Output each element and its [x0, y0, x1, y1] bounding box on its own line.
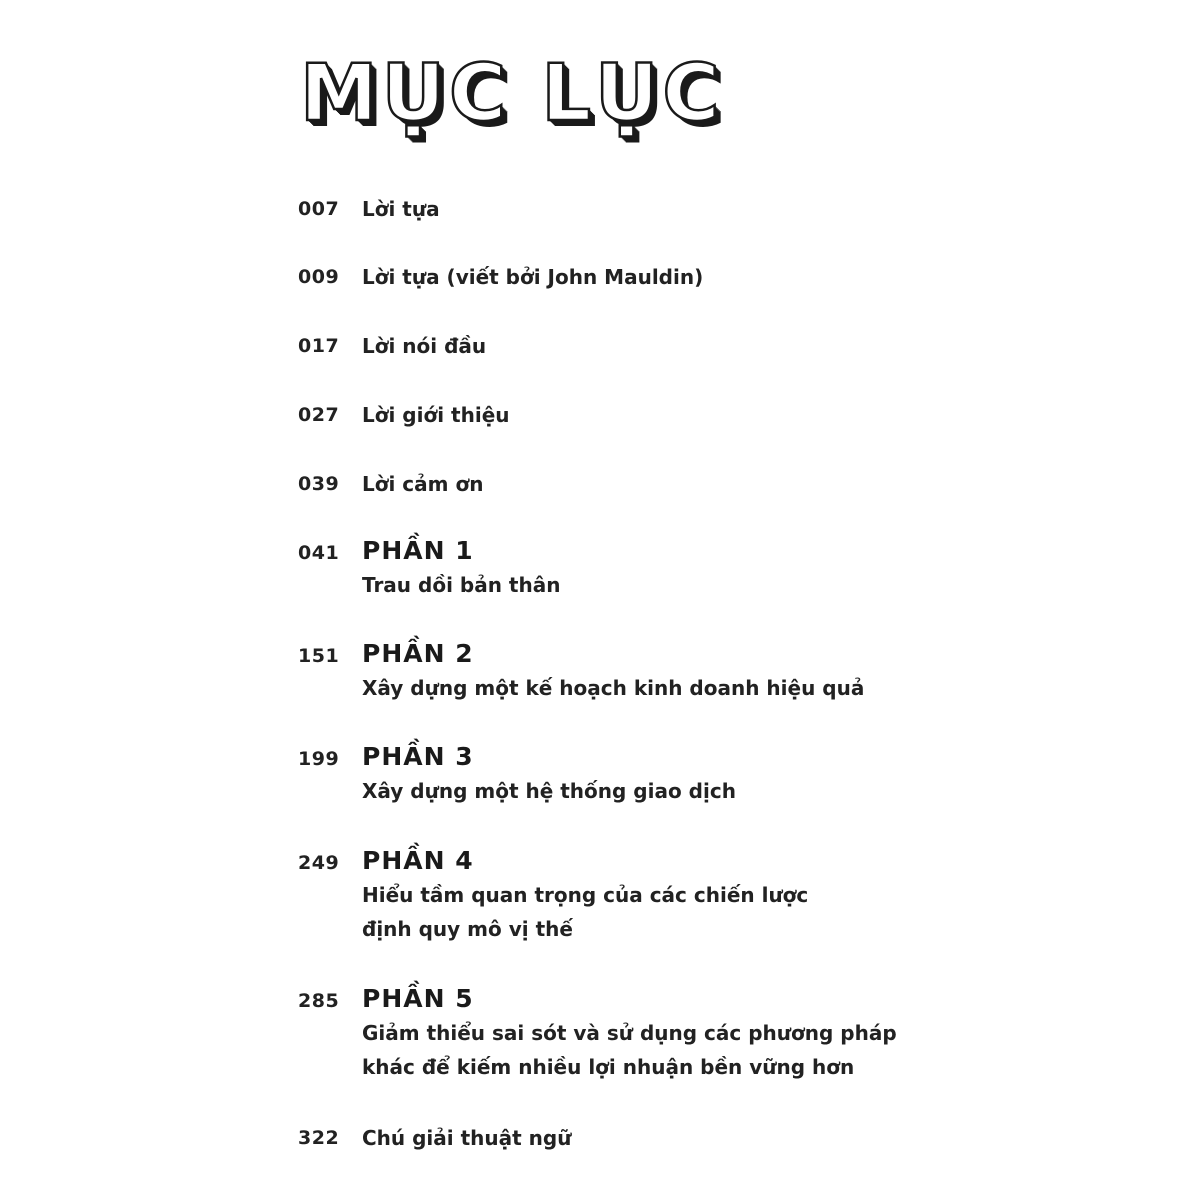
- page-title: MỤC LỤC: [300, 49, 724, 139]
- page-number: 039: [298, 473, 340, 495]
- entry-title: Lời cảm ơn: [362, 472, 484, 496]
- part-title: PHẦN 2: [362, 639, 474, 668]
- page-number: 041: [298, 542, 340, 564]
- page-number: 285: [298, 990, 340, 1012]
- part-description-line: Hiểu tầm quan trọng của các chiến lược: [362, 883, 809, 907]
- part-title: PHẦN 1: [362, 536, 474, 565]
- part-title: PHẦN 5: [362, 984, 474, 1013]
- page-number: 199: [298, 748, 340, 770]
- entry-title: Lời giới thiệu: [362, 403, 510, 427]
- entry-title: Lời tựa (viết bởi John Mauldin): [362, 265, 704, 289]
- part-title: PHẦN 4: [362, 846, 474, 875]
- page-number: 027: [298, 404, 340, 426]
- part-description-line: Xây dựng một hệ thống giao dịch: [362, 779, 736, 803]
- page-number: 009: [298, 266, 340, 288]
- part-description-line: khác để kiếm nhiều lợi nhuận bền vững hơn: [362, 1055, 855, 1079]
- part-title: PHẦN 3: [362, 742, 474, 771]
- entry-title: Chú giải thuật ngữ: [362, 1126, 572, 1150]
- page-number: 017: [298, 335, 340, 357]
- page-number: 322: [298, 1127, 340, 1149]
- entry-title: Lời tựa: [362, 197, 440, 221]
- part-description-line: Xây dựng một kế hoạch kinh doanh hiệu quả: [362, 676, 865, 700]
- page-number: 007: [298, 198, 340, 220]
- part-description-line: định quy mô vị thế: [362, 917, 573, 941]
- part-description-line: Trau dồi bản thân: [362, 573, 561, 597]
- part-description-line: Giảm thiểu sai sót và sử dụng các phương pháp: [362, 1021, 897, 1045]
- entry-title: Lời nói đầu: [362, 334, 487, 358]
- page-number: 151: [298, 645, 340, 667]
- page-number: 249: [298, 852, 340, 874]
